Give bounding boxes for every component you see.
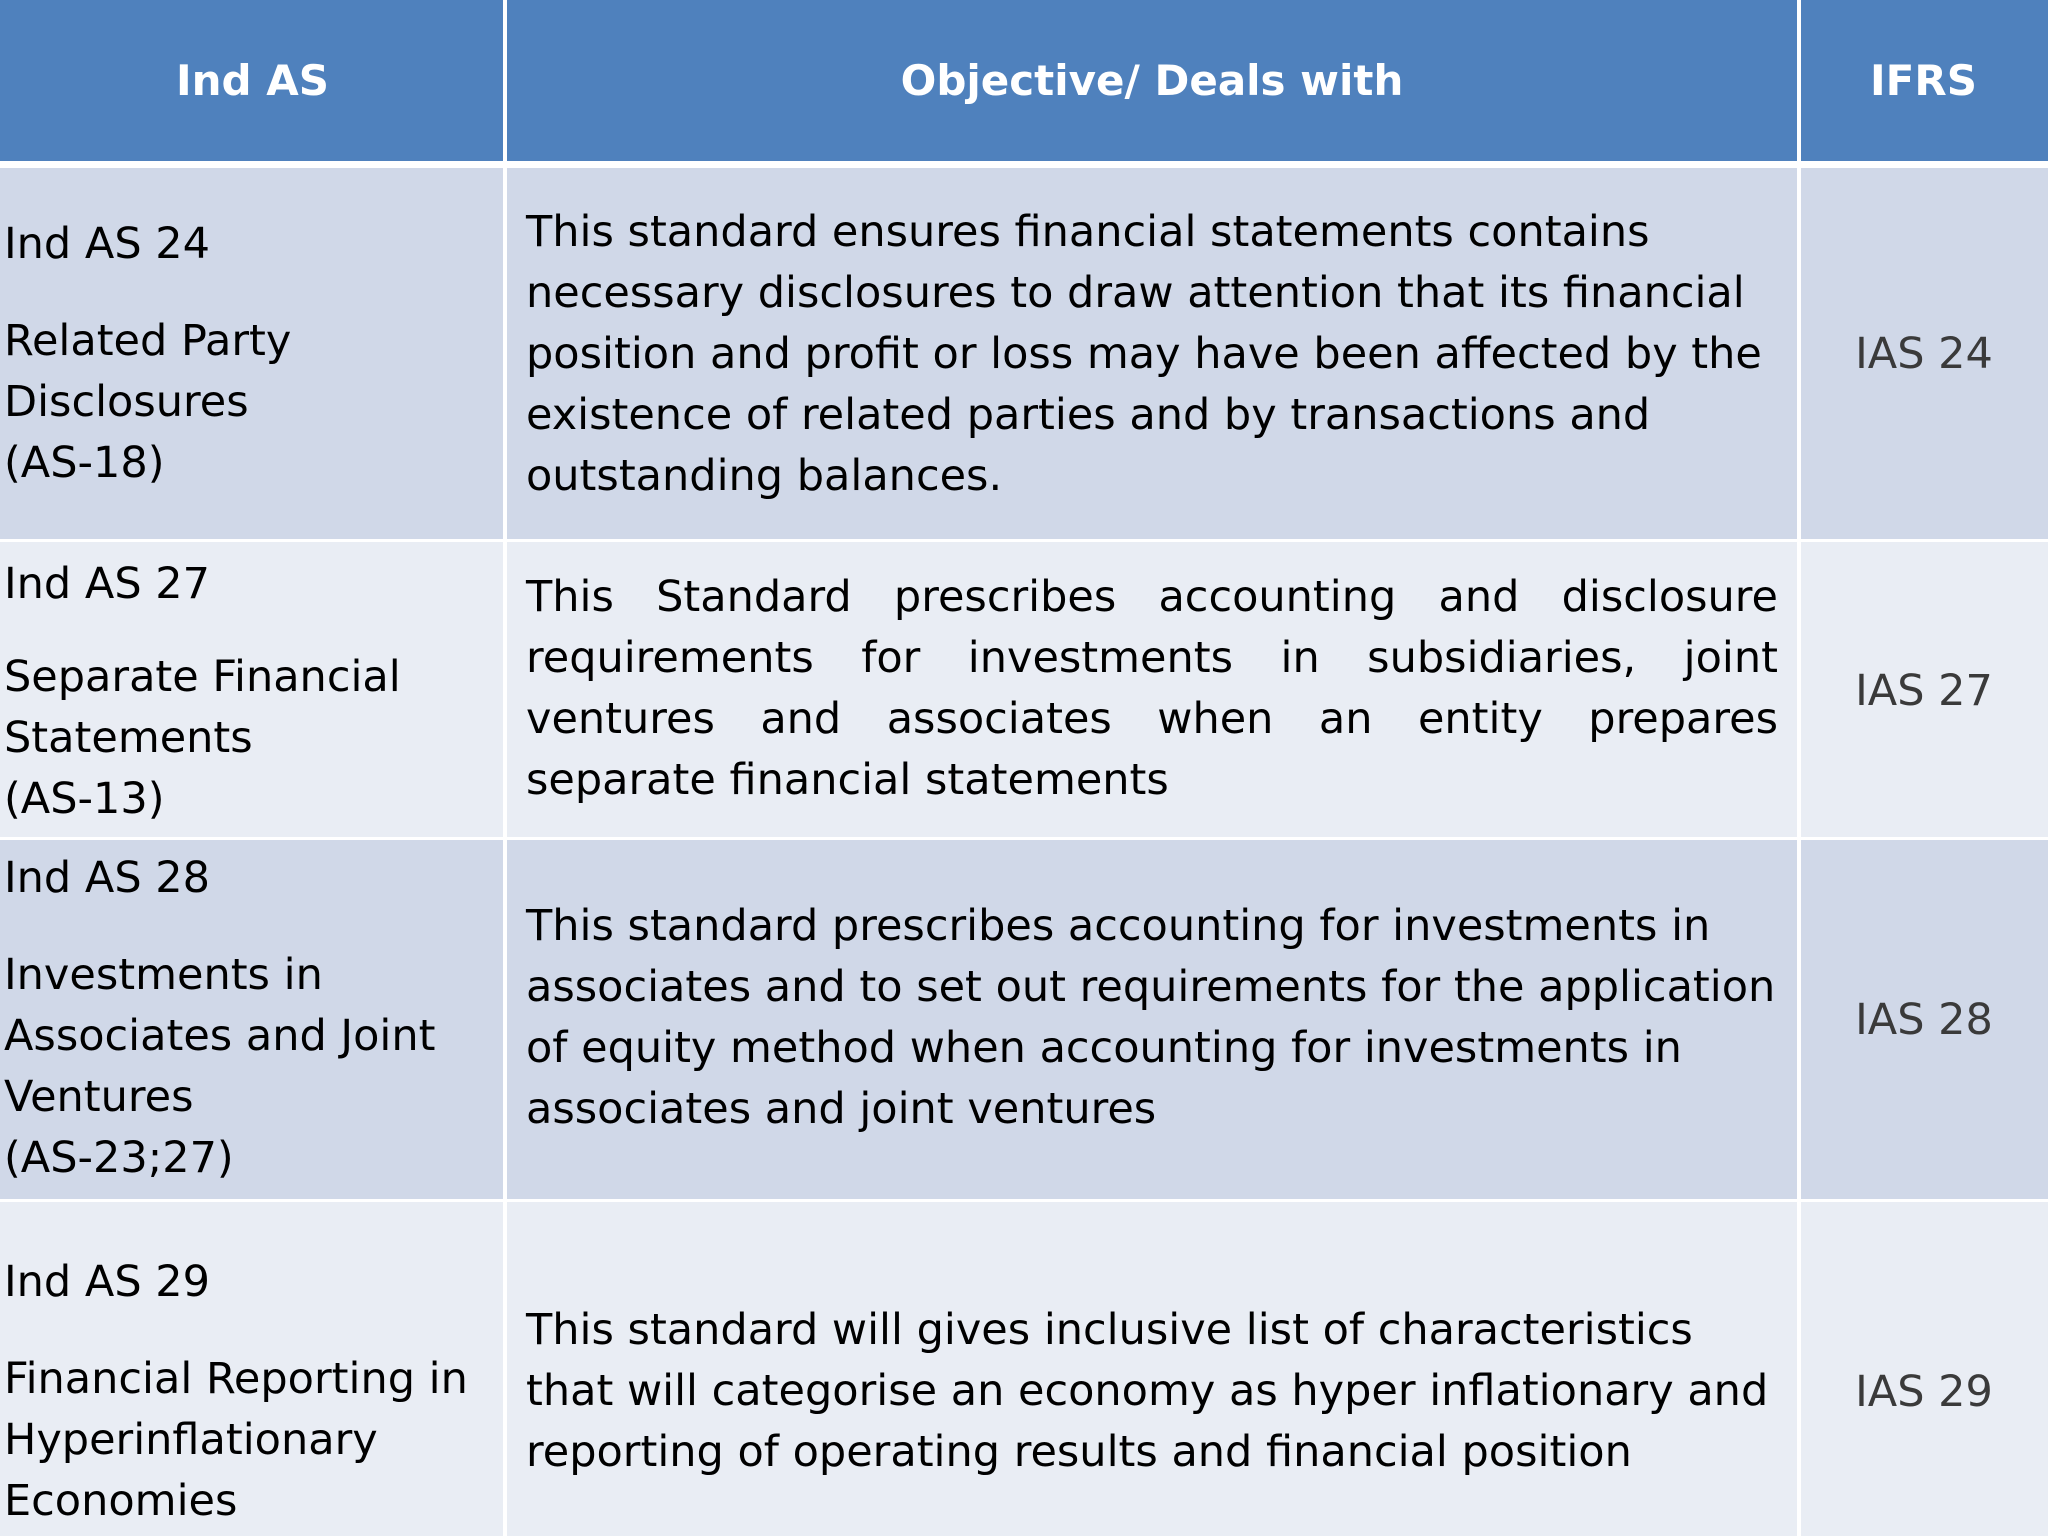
table-row [0,1202,2048,1536]
ind-as-code: Ind AS 24 [4,219,210,269]
ind-as-name-line: Disclosures [4,377,249,427]
objective-cell: This standard ensures financial statements contains necessary disclosures to draw attention that its financial position and profit or loss may have been affected by the existence of related parties and by transactions and outstanding balances. [526,207,1762,501]
ifrs-cell: IAS 28 [1855,995,1993,1045]
ind-as-name-line: Investments in [4,950,323,1000]
ind-as-name-line: Hyperinflationary [4,1415,378,1465]
ind-as-cell [4,554,500,830]
ifrs-cell: IAS 29 [1855,1367,1993,1417]
header-objective: Objective/ Deals with [900,56,1404,105]
table-row [0,168,2048,539]
ind-as-code: Ind AS 29 [4,1257,210,1307]
header-ind-as: Ind AS [176,56,329,105]
ind-as-code: Ind AS 28 [4,853,210,903]
ind-as-name-line: Associates and Joint [4,1011,436,1061]
ind-as-cell [4,1252,500,1532]
table-row [0,542,2048,837]
column-divider [1797,0,1801,1536]
ifrs-cell: IAS 27 [1855,666,1993,716]
ind-as-name-line: Financial Reporting in [4,1354,468,1404]
header-divider [0,161,2048,168]
ind-as-name-line: (AS-13) [4,774,165,824]
ind-as-name-line: (AS-23;27) [4,1133,234,1183]
ind-as-name-line: Ventures [4,1072,194,1122]
ind-as-name-line: (AS-18) [4,438,165,488]
header-ifrs: IFRS [1870,56,1977,105]
ind-as-cell [4,214,500,494]
column-divider [503,0,507,1536]
ind-as-name-line: Statements [4,713,253,763]
ind-as-name-line: Economies [4,1476,238,1526]
ind-as-name-line: Related Party [4,316,292,366]
ind-as-cell [4,848,500,1189]
objective-cell: This standard will gives inclusive list of characteristics that will categorise an economy as hyper inflationary and reporting of operating results and financial position [526,1305,1769,1477]
table-row [0,840,2048,1199]
objective-cell: This standard prescribes accounting for investments in associates and to set out requirements for the application of equity method when accounting for investments in associates and joint ventures [526,901,1776,1134]
ifrs-cell: IAS 24 [1855,329,1993,379]
ind-as-code: Ind AS 27 [4,559,210,609]
ind-as-name-line: Separate Financial [4,652,401,702]
objective-cell: This Standard prescribes accounting and disclosure requirements for investments in subsidiaries, joint ventures and associates when an entity prepares separate financial statements [526,572,1778,805]
